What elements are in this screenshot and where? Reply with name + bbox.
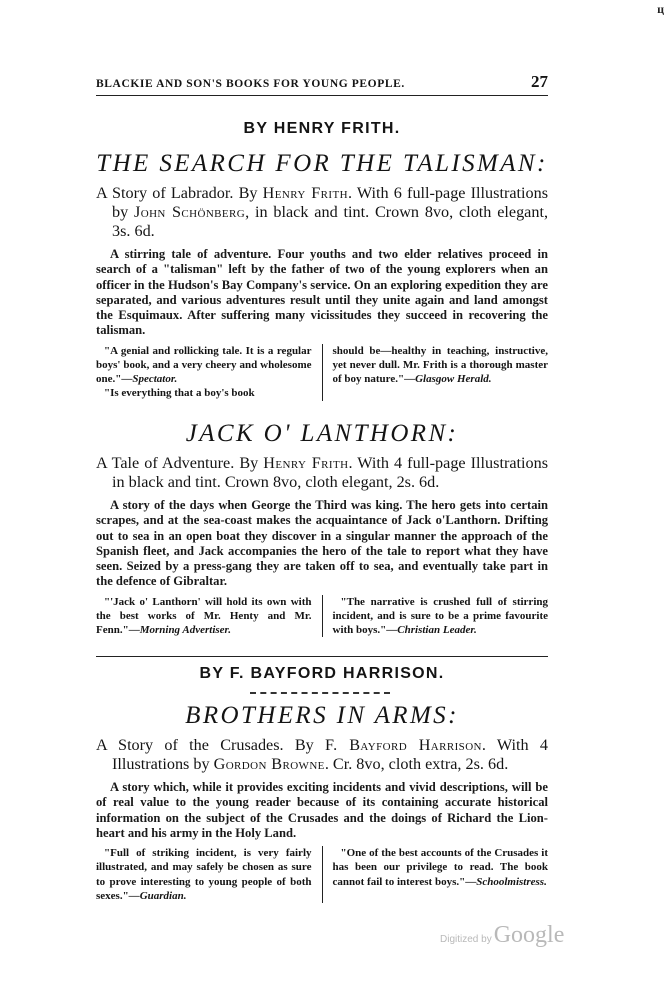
desc-author: F. Bayford Harrison — [325, 736, 482, 754]
review-text: "A genial and rollicking tale. It is a regular boys' book, and a very cheery and wholesome one."— — [96, 344, 312, 386]
desc-illustrator: John Schönberg — [134, 203, 246, 221]
book-blurb: A story of the days when George the Third was king. The hero gets into certain scrapes, and at the sea-coast makes the acquaintance of Jack o'Lanthorn. Drifting out to sea in an open boat they discover in a singular manner the approach of the Spanish fleet, and Jack accompanies the hero of the tale to report what they have seen. Seized by a press-gang they are taken off to sea, and eventually take part in the defence of Gibraltar. — [96, 498, 548, 589]
desc-text: . With 6 full-page Illustrations by — [112, 184, 549, 221]
review-quote — [96, 846, 312, 903]
review-right — [323, 344, 549, 401]
review-source: Morning Advertiser. — [139, 624, 231, 637]
review-source: Schoolmistress. — [476, 875, 547, 888]
running-header — [96, 72, 548, 92]
dashed-ornament — [250, 692, 390, 694]
desc-text: , in black and tint. Crown 8vo, cloth elegant, 3s. 6d. — [112, 203, 549, 240]
book-entry-jack-o-lanthorn — [96, 420, 548, 637]
desc-text: . Cr. 8vo, cloth extra, 2s. 6d. — [324, 755, 509, 773]
desc-text: . With 4 Illustrations by — [112, 736, 548, 773]
digitized-watermark — [440, 922, 564, 949]
review-left — [96, 344, 323, 401]
author-heading-frith: BY HENRY FRITH. — [243, 120, 401, 137]
review-source: Spectator. — [132, 373, 178, 386]
desc-author: Henry Frith — [263, 454, 349, 472]
review-text: "Full of striking incident, is very fairly illustrated, and may safely be chosen as sure to prove interesting to young people of both sexes."— — [96, 847, 312, 902]
book-description — [96, 736, 548, 774]
review-text: "One of the best accounts of the Crusades it has been our privilege to read. The book cannot fail to interest boys."— — [332, 847, 548, 888]
review-source: Christian Leader. — [397, 624, 477, 637]
author-heading-harrison: BY F. BAYFORD HARRISON. — [199, 665, 445, 682]
book-blurb: A story which, while it provides exciting incidents and vivid descriptions, will be of real value to the young reader because of its containing accurate historical information on the subject of the Crusades and the doings of Richard the Lion-heart and his army in the Holy Land. — [96, 780, 548, 840]
book-title: THE SEARCH FOR THE TALISMAN: — [96, 150, 548, 177]
desc-text: A Story of Labrador. By — [96, 184, 263, 202]
watermark-prefix: Digitized by — [440, 934, 492, 945]
press-reviews — [96, 344, 548, 401]
review-right — [323, 846, 549, 903]
desc-author: Henry Frith — [262, 184, 348, 202]
review-quote — [96, 344, 312, 387]
review-source: Glasgow Herald. — [415, 373, 492, 386]
review-quote — [333, 595, 549, 638]
review-quote — [96, 595, 312, 638]
review-quote: "Is everything that a boy's book — [104, 387, 255, 400]
desc-text: . With 4 full-page Illustrations in black and tint. Crown 8vo, cloth elegant, 2s. 6d. — [112, 454, 549, 491]
desc-text: A Tale of Adventure. By — [96, 454, 264, 472]
review-text: should be—healthy in teaching, instructive, yet never dull. Mr. Frith is a thorough master of boy nature."— — [332, 344, 548, 386]
book-entry-talisman — [96, 150, 548, 401]
book-description — [96, 454, 548, 492]
section-divider — [96, 656, 548, 657]
book-blurb: A stirring tale of adventure. Four youths and two elder relatives proceed in search of a "talisman" left by the father of two of the young explorers when an officer in the Hudson's Bay Company's service. On an exploring expedition they are separated, and various adventures result until they unite again and land amongst the Esquimaux. After suffering many vicissitudes they succeed in recovering the talisman. — [96, 247, 548, 338]
corner-mark: ц — [657, 2, 664, 16]
review-left — [96, 846, 323, 903]
book-title: JACK O' LANTHORN: — [185, 420, 459, 447]
desc-illustrator: Gordon Browne — [213, 755, 325, 773]
review-text: "'Jack o' Lanthorn' will hold its own with the best works of Mr. Henty and Mr. Fenn."— — [96, 595, 312, 637]
desc-text: A Story of the Crusades. By — [96, 736, 326, 754]
review-text: "The narrative is crushed full of stirring incident, and is sure to be a prime favourite with boys."— — [332, 595, 548, 637]
review-quote — [333, 344, 549, 387]
header-rule — [96, 95, 548, 96]
review-source: Guardian. — [139, 889, 187, 902]
book-entry-brothers-in-arms — [96, 702, 548, 903]
press-reviews — [96, 595, 548, 638]
google-logo: Google — [493, 922, 565, 948]
book-description — [96, 184, 548, 241]
page-number: 27 — [531, 72, 548, 91]
book-title: BROTHERS IN ARMS: — [185, 702, 459, 729]
press-reviews — [96, 846, 548, 903]
running-header-title: BLACKIE AND SON'S BOOKS FOR YOUNG PEOPLE. — [96, 78, 405, 90]
review-quote — [333, 846, 549, 889]
review-right — [323, 595, 549, 638]
review-left — [96, 595, 323, 638]
